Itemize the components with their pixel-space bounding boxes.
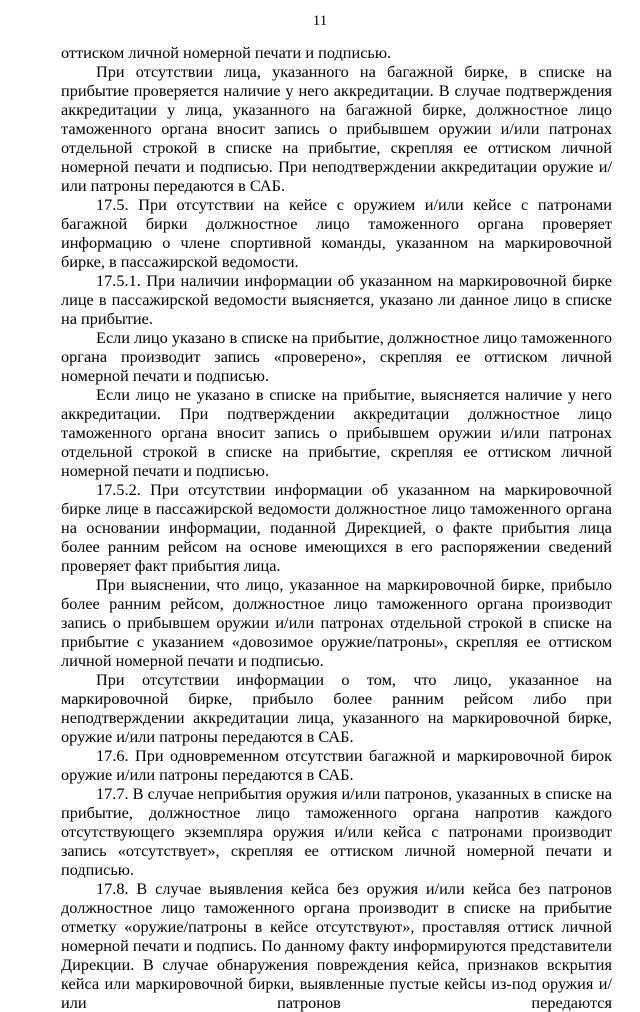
paragraph: 17.6. При одновременном отсутствии багажной и маркировочной бирок оружие и/или патроны передаются в САБ. <box>61 746 612 784</box>
paragraph: оттиском личной номерной печати и подписью. <box>61 43 392 62</box>
paragraph: 17.5.2. При отсутствии информации об указанном на маркировочной бирке лице в пассажирской ведомости должностное лицо таможенного органа на основании информации, поданной Дирекцией, о факте прибытия лица более ранним рейсом на основе имеющихся в его распоряжении сведений проверяет факт прибытия лица. <box>61 480 612 575</box>
page-number: 11 <box>312 13 328 29</box>
paragraph: При отсутствии информации о том, что лицо, указанное на маркировочной бирке, прибыло более ранним рейсом либо при неподтверждении аккредитации лица, указанного на маркировочной бирке, оружие и/или патроны передаются в САБ. <box>61 670 612 746</box>
paragraph: При отсутствии лица, указанного на багажной бирке, в списке на прибытие проверяется наличие у него аккредитации. В случае подтверждения аккредитации у лица, указанного на багажной бирке, должностное лицо таможенного органа вносит запись о прибывшем оружии и/или патронах отдельной строкой в списке на прибытие, скрепляя ее оттиском личной номерной печати и подписью. При неподтверждении аккредитации оружие и/или патроны передаются в САБ. <box>61 62 612 195</box>
paragraph: 17.7. В случае неприбытия оружия и/или патронов, указанных в списке на прибытие, должностное лицо таможенного органа напротив каждого отсутствующего экземпляра оружия и/или кейса с патронами производит запись «отсутствует», скрепляя ее оттиском личной номерной печати и подписью. <box>61 784 612 879</box>
paragraph: Если лицо указано в списке на прибытие, должностное лицо таможенного органа производит запись «проверено», скрепляя ее оттиском личной номерной печати и подписью. <box>61 328 612 385</box>
paragraph: 17.5. При отсутствии на кейсе с оружием и/или кейсе с патронами багажной бирки должностное лицо таможенного органа проверяет информацию о члене спортивной команды, указанном на маркировочной бирке, в пассажирской ведомости. <box>61 195 612 271</box>
paragraph: При выяснении, что лицо, указанное на маркировочной бирке, прибыло более ранним рейсом, должностное лицо таможенного органа производит запись о прибывшем оружии и/или патронах отдельной строкой в списке на прибытие с указанием «довозимое оружие/патроны», скрепляя ее оттиском личной номерной печати и подписью. <box>61 575 612 670</box>
paragraph: 17.8. В случае выявления кейса без оружия и/или кейса без патронов должностное лицо таможенного органа производит в списке на прибытие отметку «оружие/патроны в кейсе отсутствуют», проставляя оттиск личной номерной печати и подпись. По данному факту информируются представители Дирекции. В случае обнаружения повреждения кейса, признаков вскрытия кейса или маркировочной бирки, выявленные пустые кейсы из-под оружия и/или патронов передаются <box>61 879 612 1012</box>
paragraph: Если лицо не указано в списке на прибытие, выясняется наличие у него аккредитации. При подтверждении аккредитации должностное лицо таможенного органа вносит запись о прибывшем оружии и/или патронах отдельной строкой в списке на прибытие, скрепляя ее оттиском личной номерной печати и подписью. <box>61 385 612 480</box>
document-body <box>61 43 612 1012</box>
paragraph: 17.5.1. При наличии информации об указанном на маркировочной бирке лице в пассажирской ведомости выясняется, указано ли данное лицо в списке на прибытие. <box>61 271 612 328</box>
